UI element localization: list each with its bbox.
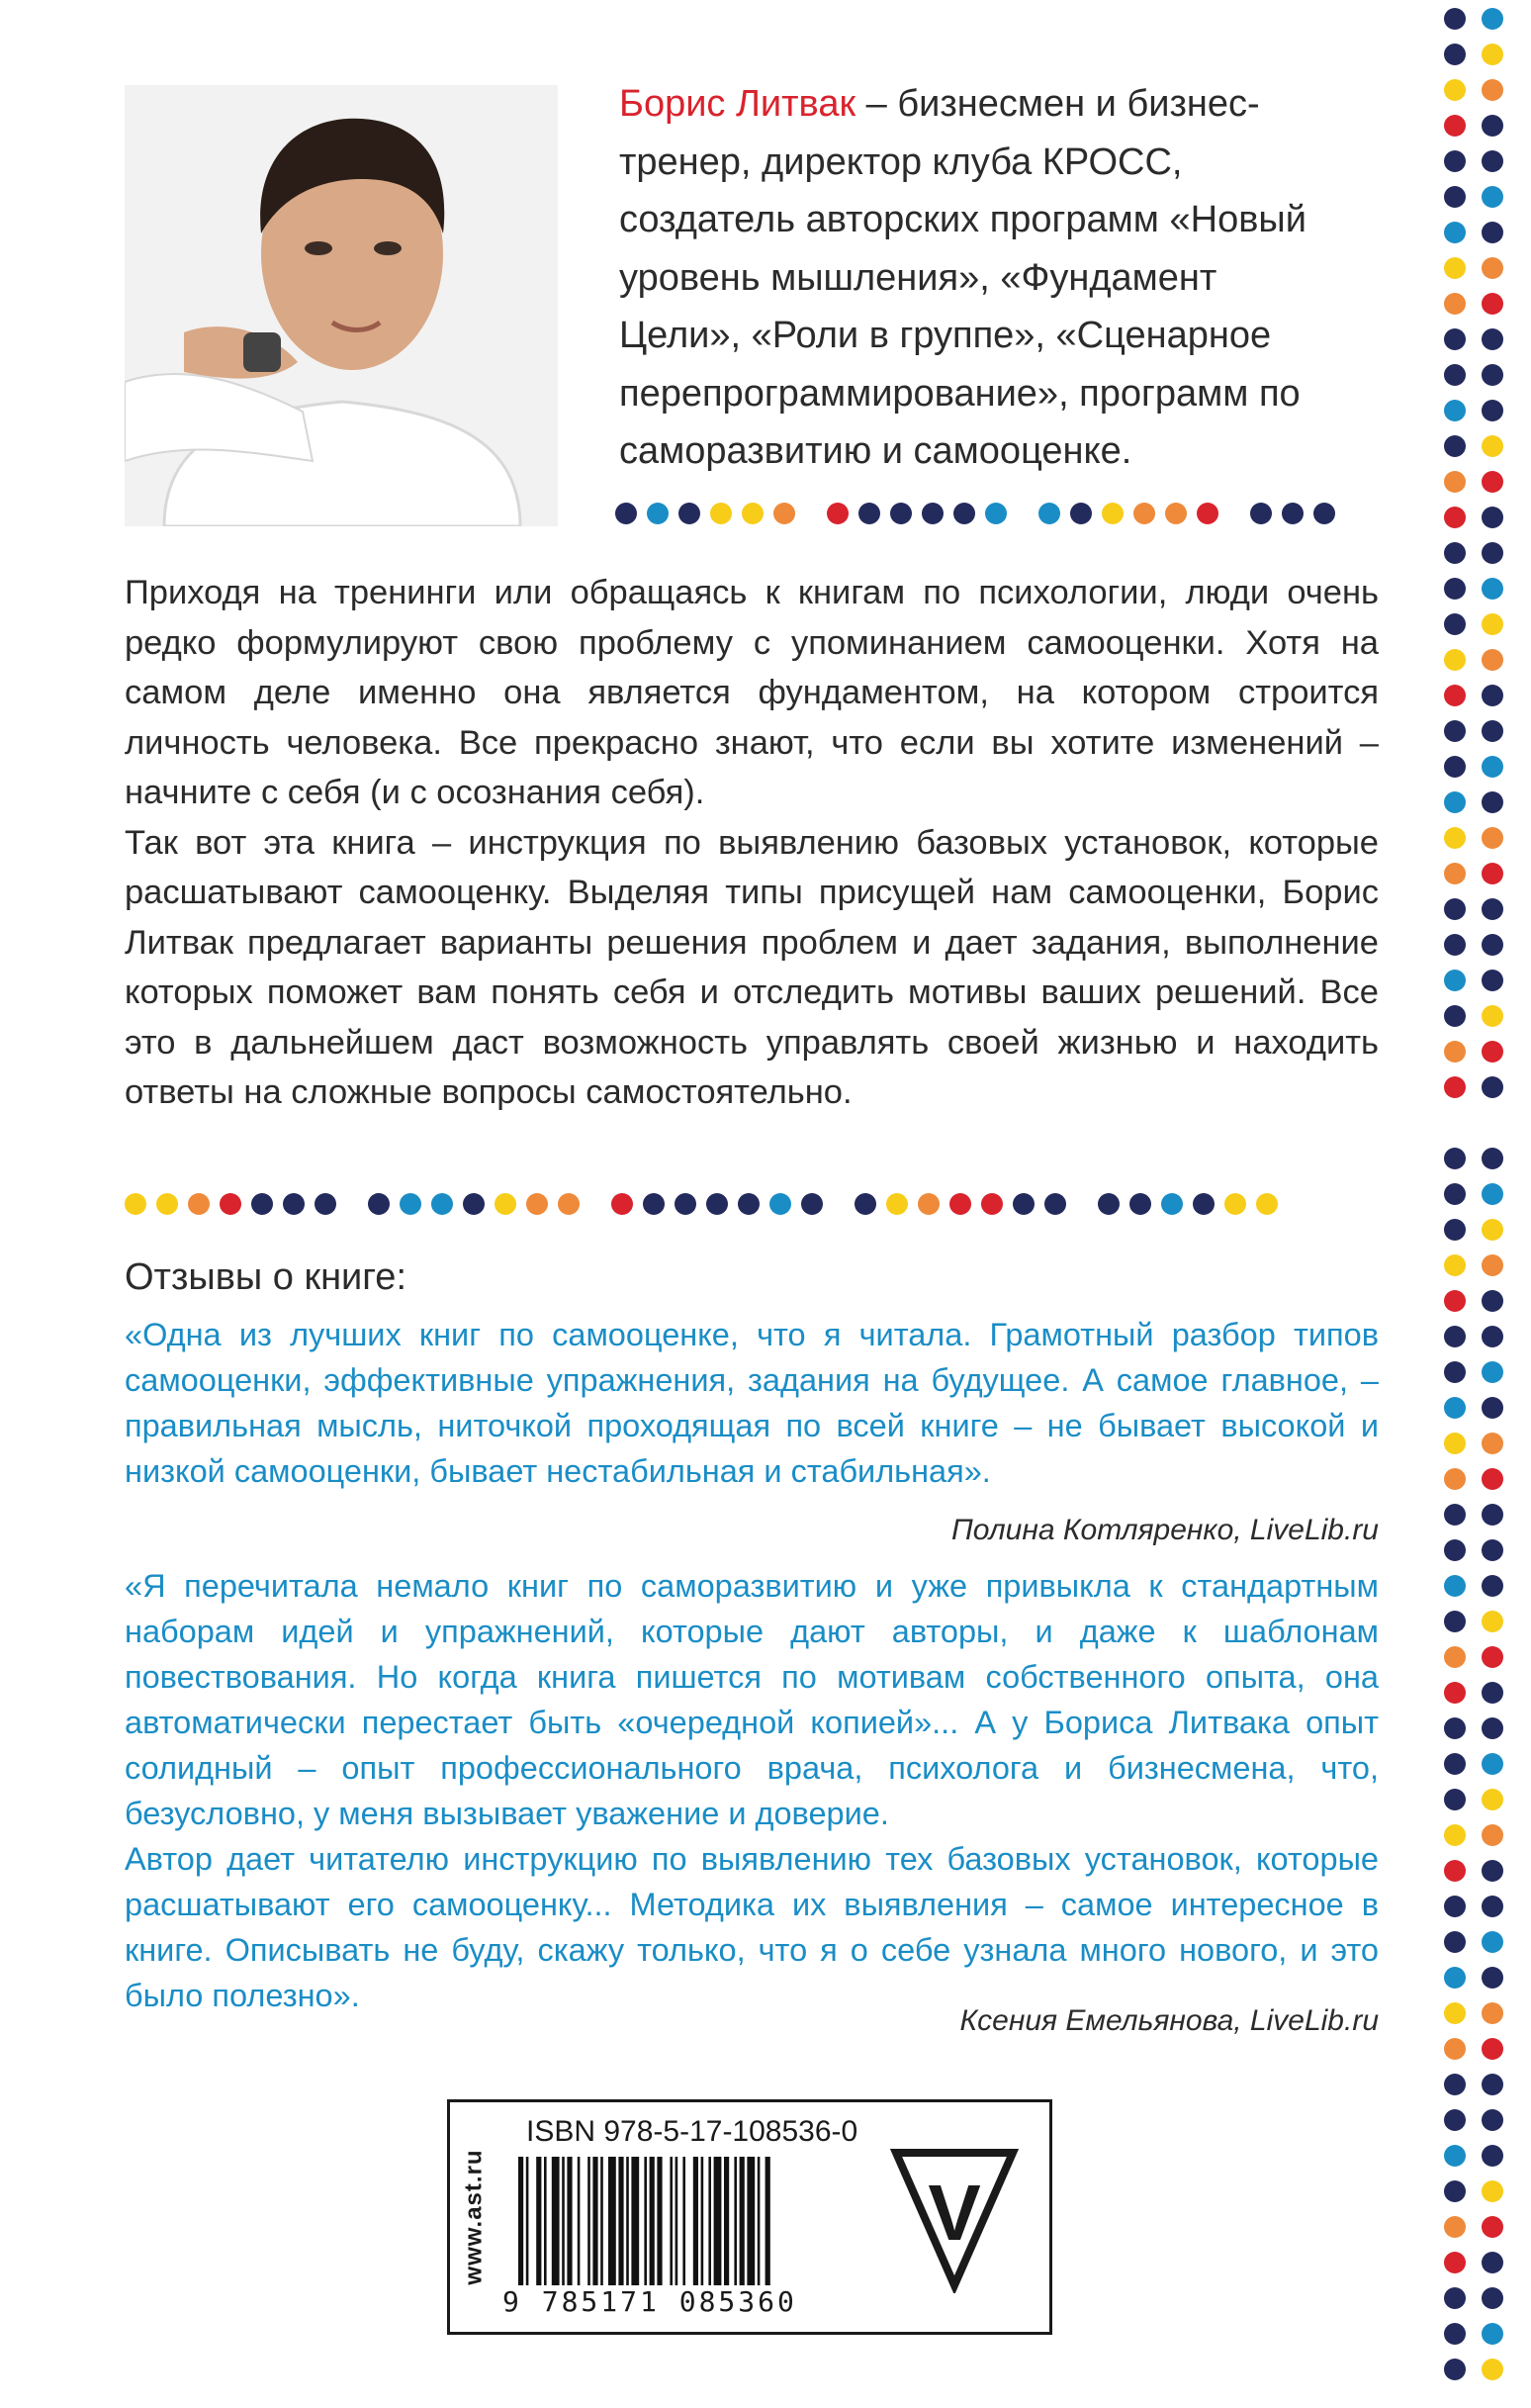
bio-line: перепрограммирование», программ по [619,372,1301,415]
review-paragraph: Автор дает читателю инструкцию по выявлению тех базовых установок, которые расшатывают его самооценку... Методика их выявления – самое интересное в книге. Описывать не буду, скажу только, что я о себе узнала много нового, и это было полезно». [125,1841,1379,2013]
decorative-dot [1444,827,1466,849]
barcode-bar [608,2157,616,2285]
decorative-dot [1482,1433,1503,1454]
bio-line: тренер, директор клуба КРОСС, [619,140,1183,183]
barcode-bar [758,2157,761,2285]
decorative-dot [1444,1254,1466,1276]
decorative-dots-row [125,1193,1391,1217]
decorative-dot [1482,507,1503,528]
decorative-dot [1482,791,1503,813]
decorative-dot [1482,2287,1503,2309]
barcode-bar [670,2157,673,2285]
barcode-bar [626,2157,629,2285]
decorative-dot [220,1193,241,1215]
decorative-dot [827,503,849,524]
decorative-dot [953,503,975,524]
decorative-dot [1482,1076,1503,1098]
decorative-dot [1482,1824,1503,1846]
decorative-dot [643,1193,665,1215]
decorative-dot [1444,1183,1466,1205]
decorative-dot [1444,1646,1466,1668]
decorative-dot [1444,2145,1466,2167]
barcode-bar [631,2157,639,2285]
decorative-dot [1444,1326,1466,1347]
decorative-dot [1482,1967,1503,1989]
author-name: Борис Литвак [619,83,856,125]
reviews-title: Отзывы о книге: [125,1256,406,1298]
decorative-dot [1482,364,1503,386]
isbn-label: ISBN 978-5-17-108536-0 [526,2115,858,2148]
decorative-dot [1224,1193,1246,1215]
decorative-dot [1444,471,1466,493]
decorative-dot [1444,2038,1466,2060]
decorative-dot [1482,1860,1503,1882]
decorative-dot [1482,1005,1503,1027]
decorative-dot [706,1193,728,1215]
decorative-dot [611,1193,633,1215]
decorative-dot [738,1193,760,1215]
decorative-dot [1482,2002,1503,2024]
review-paragraph: «Одна из лучших книг по самооценке, что я читала. Грамотный разбор типов самооценки, эффективные упражнения, задания на будущее. А самое главное, – правильная мысль, ниточкой проходящая по всей книге – не бывает высокой и низкой самооценки, бывает нестабильная и стабильная». [125,1317,1379,1489]
barcode-bar [714,2157,722,2285]
decorative-dot [1482,1041,1503,1063]
decorative-dot [463,1193,485,1215]
barcode-bar [536,2157,541,2285]
decorative-dot [1482,2109,1503,2131]
bio-line: саморазвитию и самооценке. [619,430,1132,472]
barcode-bar [544,2157,547,2285]
decorative-dot [1444,542,1466,564]
decorative-dot [251,1193,273,1215]
decorative-dot [1482,1896,1503,1917]
decorative-dot [1482,1575,1503,1597]
decorative-dot [1444,435,1466,457]
decorative-dot [1444,1148,1466,1169]
decorative-dot [1482,1290,1503,1312]
decorative-dot [1070,503,1092,524]
barcode-bar [650,2157,655,2285]
decorative-dot [949,1193,971,1215]
decorative-dot [1482,2180,1503,2202]
decorative-dot [1444,934,1466,956]
barcode-bar [562,2157,565,2285]
decorative-dot [1482,1254,1503,1276]
decorative-dot [801,1193,823,1215]
decorative-dot [742,503,764,524]
decorative-dot [1444,1824,1466,1846]
decorative-dot [1444,1575,1466,1597]
decorative-dot [773,503,795,524]
decorative-dot [1482,756,1503,778]
decorative-dot [1482,2359,1503,2380]
decorative-dot [1482,2038,1503,2060]
decorative-dot [1444,400,1466,421]
decorative-dot [1482,150,1503,172]
decorative-dot [1444,507,1466,528]
decorative-dot [1482,115,1503,137]
decorative-dot [647,503,669,524]
decorative-dot [1444,44,1466,65]
decorative-dot [1482,1504,1503,1526]
review-paragraph: «Я перечитала немало книг по саморазвитию и уже привыкла к стандартным наборам идей и упражнений, которые дают авторы, и даже к шаблонам повествования. Но когда книга пишется по мотивам собственного опыта, она автоматически перестает быть «очередной копией»... А у Бориса Литвака опыт солидный – опыт профессионального врача, психолога и бизнесмена, что, безусловно, у меня вызывает уважение и доверие. [125,1568,1379,1831]
decorative-dot [1038,503,1060,524]
decorative-dot [1444,578,1466,600]
decorative-dot [1482,44,1503,65]
decorative-dot [1482,1148,1503,1169]
decorative-dot [1482,1468,1503,1490]
description-paragraph: Так вот эта книга – инструкция по выявлению базовых установок, которые расшатывают самооценку. Выделяя типы присущей нам самооценки, Борис Литвак предлагает варианты решения проблем и дает задания, выполнение которых поможет вам понять себя и отследить мотивы ваших решений. Все это в дальнейшем даст возможность управлять своей жизнью и находить ответы на сложные вопросы самостоятельно. [125,823,1379,1111]
decorative-dot [1482,2323,1503,2345]
barcode-bar [724,2157,729,2285]
decorative-dot [1256,1193,1278,1215]
decorative-dot [1444,186,1466,208]
decorative-dot [1444,2216,1466,2238]
decorative-dot [1444,1290,1466,1312]
barcode-bar [682,2157,685,2285]
barcode-bar [675,2157,678,2285]
decorative-dot [1444,1753,1466,1775]
decorative-dot [1482,2252,1503,2273]
decorative-dot [315,1193,336,1215]
decorative-dot [1282,503,1304,524]
decorative-dot [1444,2074,1466,2095]
decorative-dot [886,1193,908,1215]
barcode-bar [708,2157,711,2285]
publisher-site: www.ast.ru [461,2149,489,2285]
decorative-dot [1444,1931,1466,1953]
decorative-dot [1444,2252,1466,2273]
decorative-dot [1444,756,1466,778]
decorative-dot [1482,1717,1503,1739]
decorative-dot [1482,1326,1503,1347]
decorative-dot [125,1193,146,1215]
barcode-bar [701,2157,704,2285]
decorative-dot [1129,1193,1151,1215]
decorative-dot [1444,1468,1466,1490]
decorative-dot [1482,1183,1503,1205]
decorative-dot [1444,970,1466,991]
decorative-dot [1482,8,1503,30]
decorative-dot [1482,542,1503,564]
decorative-dot [1133,503,1155,524]
barcode-bar [600,2157,603,2285]
decorative-dot [1444,2323,1466,2345]
barcode-bar [618,2157,623,2285]
decorative-dot [1482,685,1503,706]
decorative-dot [400,1193,421,1215]
decorative-dot [1482,79,1503,101]
book-description [125,568,1379,1118]
decorative-dot [1482,471,1503,493]
decorative-dot [1444,150,1466,172]
decorative-dot [1444,79,1466,101]
decorative-dot [1313,503,1335,524]
decorative-dot [1444,898,1466,920]
decorative-dot [156,1193,178,1215]
decorative-dot [1444,2359,1466,2380]
description-paragraph: Приходя на тренинги или обращаясь к книгам по психологии, люди очень редко формулируют свою проблему с упоминанием самооценки. Хотя на самом деле именно она является фундаментом, на котором строится личность человека. Все прекрасно знают, что если вы хотите изменений – начните с себя (и с осознания себя). [125,574,1379,811]
decorative-dot [1482,1646,1503,1668]
publisher-logo-letter: V [928,2169,981,2257]
decorative-dot [1482,1361,1503,1383]
decorative-dot [985,503,1007,524]
decorative-dot [1013,1193,1035,1215]
barcode-digits: 9 785171 085360 [502,2285,797,2318]
decorative-dot [1482,293,1503,315]
decorative-dot [1444,328,1466,350]
decorative-dot [1444,1789,1466,1810]
decorative-dot [1098,1193,1120,1215]
decorative-dot [1197,503,1218,524]
decorative-dot [1482,1931,1503,1953]
decorative-dot [1444,2180,1466,2202]
barcode-bar [734,2157,737,2285]
decorative-dot [1165,503,1187,524]
barcode-bar [587,2157,590,2285]
decorative-dot [1482,1682,1503,1704]
decorative-dot [1444,1005,1466,1027]
decorative-dot [890,503,912,524]
decorative-dot [1444,222,1466,243]
decorative-dot [1250,503,1272,524]
barcode-bars [514,2157,860,2285]
decorative-dot [1482,328,1503,350]
barcode-bar [552,2157,560,2285]
barcode-bar [518,2157,523,2285]
review [125,1563,1379,2018]
decorative-dot [1044,1193,1066,1215]
decorative-dot [1444,1041,1466,1063]
decorative-dot [1482,1611,1503,1632]
decorative-dot [1482,435,1503,457]
decorative-dot [1482,827,1503,849]
decorative-dot [855,1193,876,1215]
barcode-bar [644,2157,647,2285]
decorative-dot [558,1193,580,1215]
decorative-dot [1482,222,1503,243]
decorative-dot [1482,400,1503,421]
decorative-dot [678,503,700,524]
decorative-dot [1444,257,1466,279]
decorative-dot [1444,293,1466,315]
decorative-dot [1444,1433,1466,1454]
barcode-bar [526,2157,529,2285]
barcode-bar [693,2157,698,2285]
publisher-logo-icon [890,2145,1019,2293]
decorative-dot [368,1193,390,1215]
decorative-dot [675,1193,696,1215]
author-photo [125,85,558,526]
decorative-dot [769,1193,791,1215]
author-bio [619,75,1391,481]
decorative-dots-row [615,503,1367,526]
barcode-bar [740,2157,745,2285]
barcode-bar [567,2157,572,2285]
decorative-dot [1444,8,1466,30]
decorative-dot [1482,186,1503,208]
decorative-dot [1482,898,1503,920]
barcode-bar [747,2157,755,2285]
decorative-dot [1482,1789,1503,1810]
bio-line: создатель авторских программ «Новый [619,199,1306,240]
decorative-dot [1444,720,1466,742]
decorative-dot [1482,1397,1503,1419]
decorative-dot [1444,364,1466,386]
bio-line: Цели», «Роли в группе», «Сценарное [619,315,1272,356]
decorative-dot [1161,1193,1183,1215]
decorative-dot [1193,1193,1215,1215]
decorative-dot [918,1193,940,1215]
barcode-bar [592,2157,597,2285]
decorative-dot [1482,970,1503,991]
decorative-dots-column [1438,0,1531,2408]
barcode-bar [657,2157,662,2285]
decorative-dot [1444,685,1466,706]
decorative-dot [1444,1361,1466,1383]
decorative-dot [283,1193,305,1215]
decorative-dot [710,503,732,524]
decorative-dot [1482,2216,1503,2238]
decorative-dot [1444,1611,1466,1632]
decorative-dot [1482,1753,1503,1775]
decorative-dot [615,503,637,524]
decorative-dot [1482,1219,1503,1241]
barcode-bar [766,2157,770,2285]
review-author: Ксения Емельянова, LiveLib.ru [959,2004,1379,2037]
decorative-dot [1444,791,1466,813]
decorative-dot [1444,1504,1466,1526]
barcode-bar [578,2157,581,2285]
decorative-dot [1444,1896,1466,1917]
decorative-dot [1482,649,1503,671]
decorative-dot [1444,1219,1466,1241]
decorative-dot [1444,649,1466,671]
decorative-dot [495,1193,516,1215]
decorative-dot [1444,1682,1466,1704]
decorative-dot [431,1193,453,1215]
decorative-dot [1444,1860,1466,1882]
decorative-dot [1444,2109,1466,2131]
decorative-dot [1444,863,1466,884]
decorative-dot [1102,503,1124,524]
decorative-dot [858,503,880,524]
decorative-dot [1482,2145,1503,2167]
decorative-dot [1444,1717,1466,1739]
decorative-dot [188,1193,210,1215]
decorative-dot [1444,1397,1466,1419]
decorative-dot [1444,2287,1466,2309]
bio-line: уровень мышления», «Фундамент [619,256,1217,299]
decorative-dot [1482,863,1503,884]
decorative-dot [1444,1967,1466,1989]
decorative-dot [981,1193,1003,1215]
bio-line: – бизнесмен и бизнес- [856,83,1260,125]
decorative-dot [922,503,944,524]
decorative-dot [1482,1539,1503,1561]
decorative-dot [1444,613,1466,635]
decorative-dot [1482,613,1503,635]
decorative-dot [1444,1539,1466,1561]
review [125,1312,1379,1494]
decorative-dot [1444,1076,1466,1098]
decorative-dot [1482,578,1503,600]
decorative-dot [1482,257,1503,279]
review-author: Полина Котляренко, LiveLib.ru [950,1514,1379,1546]
decorative-dot [1444,115,1466,137]
decorative-dot [1444,2002,1466,2024]
decorative-dot [1482,720,1503,742]
decorative-dot [526,1193,548,1215]
decorative-dot [1482,934,1503,956]
decorative-dot [1482,2074,1503,2095]
